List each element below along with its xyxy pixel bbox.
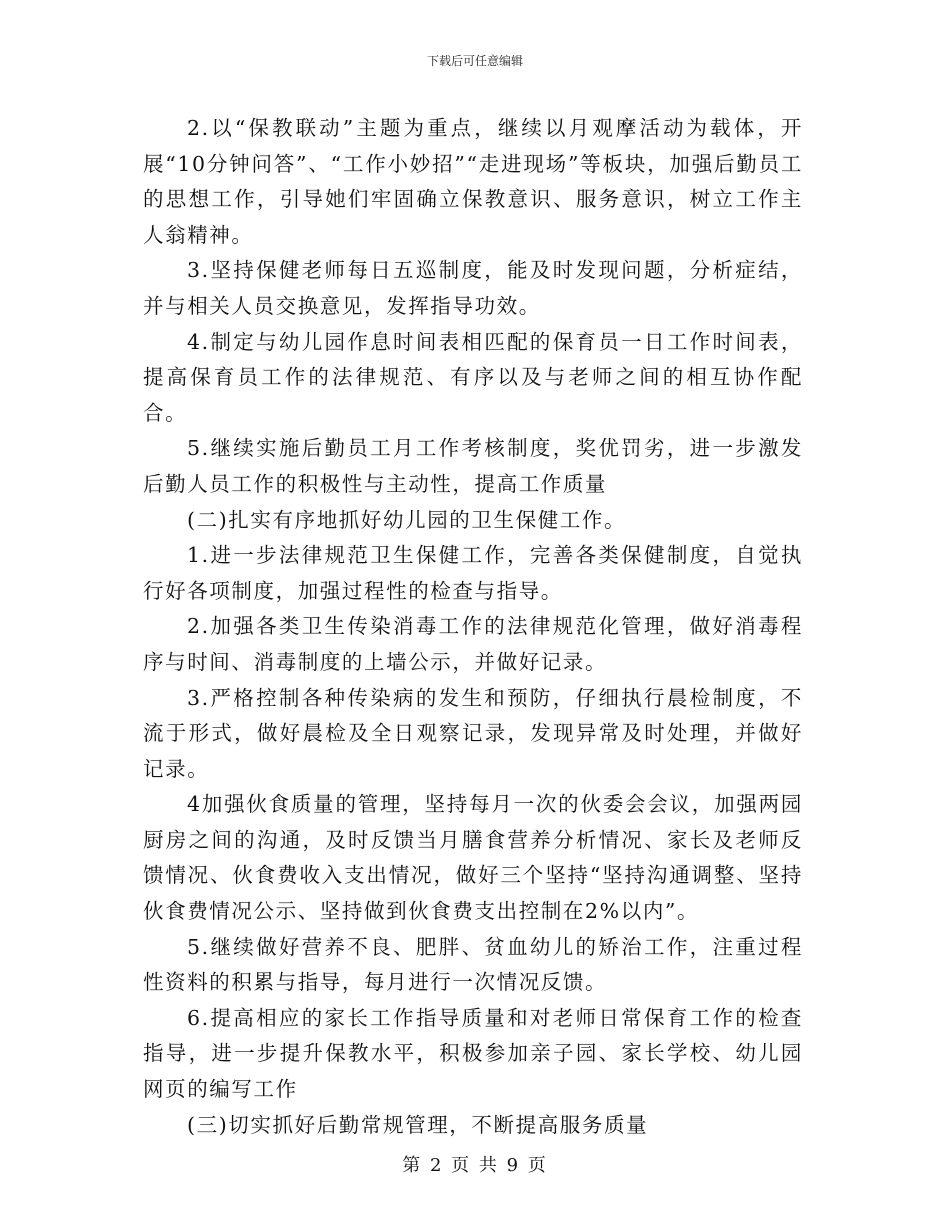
- page-footer: 第 2 页 共 9 页: [402, 1155, 548, 1176]
- paragraph: 3.严格控制各种传染病的发生和预防，仔细执行晨检制度，不流于形式，做好晨检及全日观察记录，发现异常及时处理，并做好记录。: [143, 685, 803, 781]
- paragraph: 2.加强各类卫生传染消毒工作的法律规范化管理，做好消毒程序与时间、消毒制度的上墙公示，并做好记录。: [143, 614, 803, 674]
- paragraph: 6.提高相应的家长工作指导质量和对老师日常保育工作的检查指导，进一步提升保教水平，积极参加亲子园、家长学校、幼儿园网页的编写工作: [143, 1005, 803, 1102]
- paragraph: 1.进一步法律规范卫生保健工作，完善各类保健制度，自觉执行好各项制度，加强过程性的检查与指导。: [143, 543, 803, 603]
- section-heading: (二)扎实有序地抓好幼儿园的卫生保健工作。: [187, 507, 627, 532]
- page-header: 下载后可任意编辑: [426, 54, 523, 68]
- document-body: [143, 111, 803, 1143]
- paragraph: 4.制定与幼儿园作息时间表相匹配的保育员一日工作时间表，提高保育员工作的法律规范、有序以及与老师之间的相互协作配合。: [143, 329, 803, 425]
- paragraph: 2.以“保教联动”主题为重点，继续以月观摩活动为载体，开展“10分钟问答”、“工作小妙招”“走进现场”等板块，加强后勤员工的思想工作，引导她们牢固确立保教意识、服务意识，树立工作主人翁精神。: [143, 116, 803, 247]
- paragraph: 3.坚持保健老师每日五巡制度，能及时发现问题，分析症结，并与相关人员交换意见，发挥指导功效。: [143, 258, 803, 318]
- section-heading: (三)切实抓好后勤常规管理，不断提高服务质量: [187, 1112, 649, 1137]
- paragraph: 4加强伙食质量的管理，坚持每月一次的伙委会会议，加强两园厨房之间的沟通，及时反馈当月膳食营养分析情况、家长及老师反馈情况、伙食费收入支出情况，做好三个坚持“坚持沟通调整、坚持伙食费情况公示、坚持做到伙食费支出控制在2%以内”。: [143, 792, 803, 924]
- paragraph: 5.继续实施后勤员工月工作考核制度，奖优罚劣，进一步激发后勤人员工作的积极性与主动性，提高工作质量: [143, 436, 803, 496]
- paragraph: 5.继续做好营养不良、肥胖、贫血幼儿的矫治工作，注重过程性资料的积累与指导，每月进行一次情况反馈。: [143, 934, 803, 995]
